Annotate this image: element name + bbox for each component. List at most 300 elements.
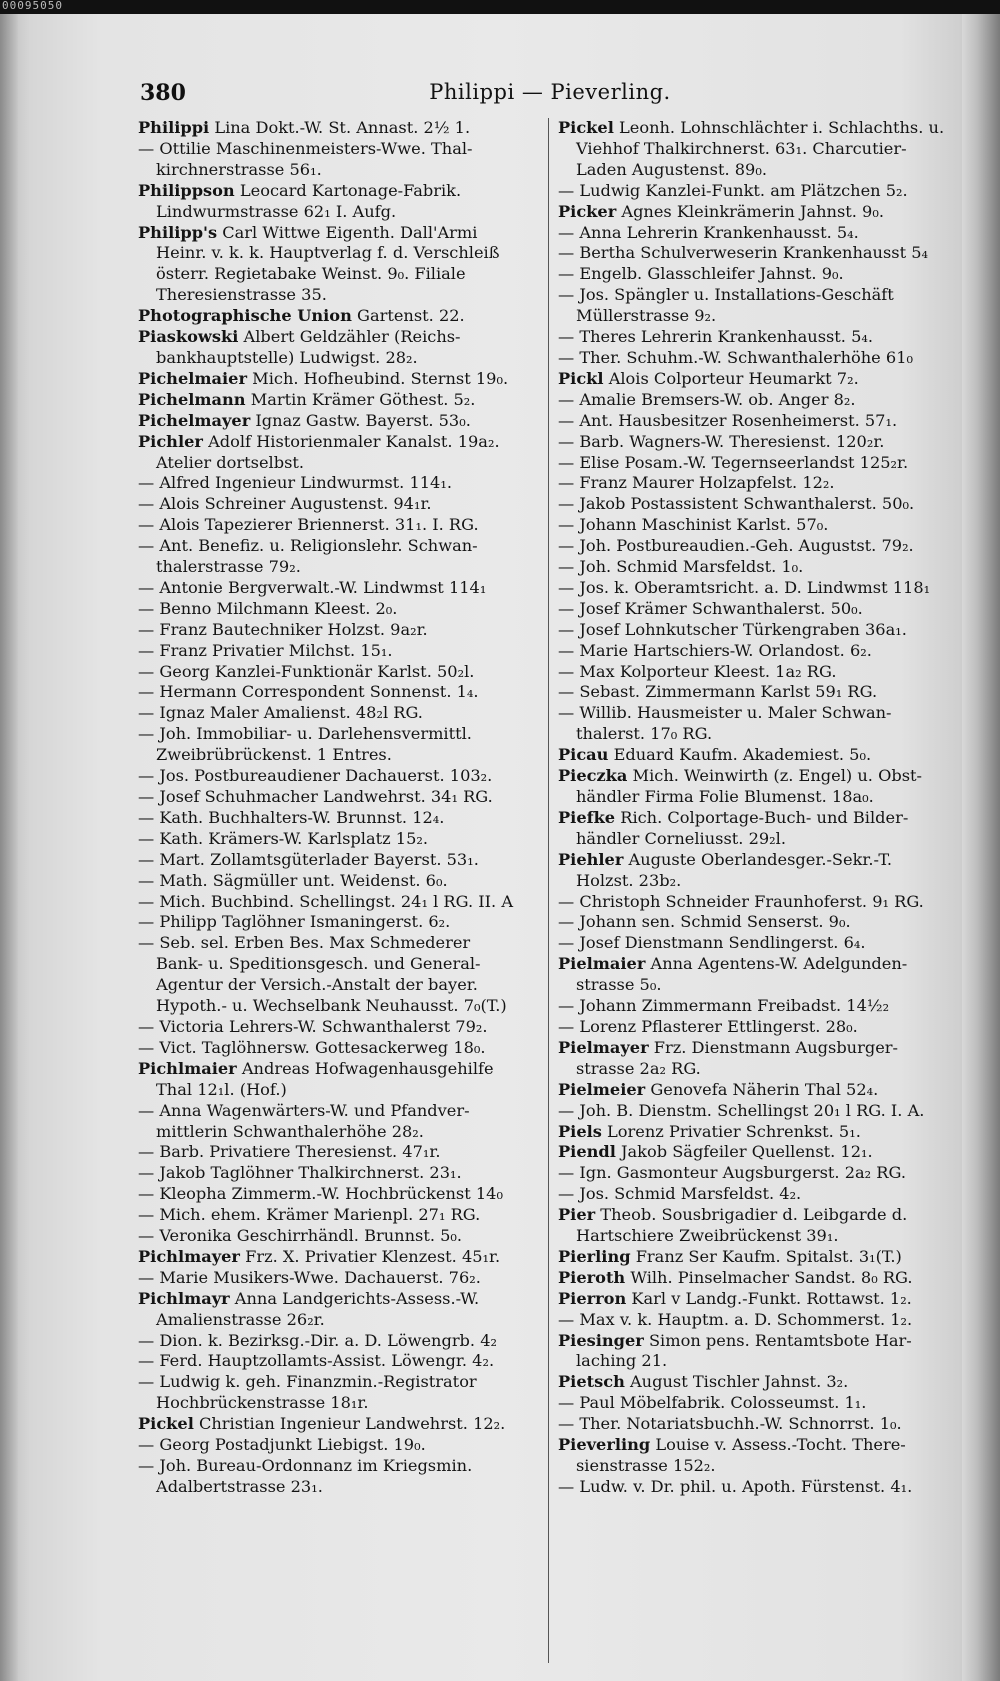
directory-entry [558, 1351, 953, 1372]
entry-text: Anna Landgerichts-Assess.-W. [229, 1288, 480, 1308]
entry-text: Lindwurmstrasse 62₁ I. Aufg. [156, 201, 397, 221]
entry-text: Heinr. v. k. k. Hauptverlag f. d. Verschleiß [156, 243, 500, 263]
entry-text: — Kath. Buchhalters-W. Brunnst. 12₄. [138, 807, 445, 827]
entry-text: Jakob Sägfeiler Quellenst. 12₁. [615, 1142, 873, 1162]
entry-text: — Math. Sägmüller unt. Weidenst. 6₀. [138, 870, 448, 890]
entry-text: — Alois Schreiner Augustenst. 94₁r. [138, 494, 432, 514]
directory-entry [558, 536, 953, 557]
directory-entry [558, 181, 953, 202]
directory-entry [138, 1351, 533, 1372]
entry-text: — Amalie Bremsers-W. ob. Anger 8₂. [558, 389, 856, 409]
entry-text: händler Firma Folie Blumenst. 18a₀. [576, 787, 874, 806]
directory-entry [138, 1247, 533, 1268]
directory-entry [138, 390, 533, 411]
directory-entry [558, 1247, 953, 1268]
entry-text: — Johann Maschinist Karlst. 57₀. [558, 515, 829, 535]
entry-text: Wilh. Pinselmacher Sandst. 8₀ RG. [625, 1267, 913, 1287]
entry-text: Martin Krämer Göthest. 5₂. [245, 389, 476, 409]
entry-text: Thal 12₁l. (Hof.) [156, 1079, 287, 1099]
entry-text: — Josef Lohnkutscher Türkengraben 36a₁. [558, 619, 907, 639]
directory-entry [558, 1059, 953, 1080]
directory-entry [138, 620, 533, 641]
entry-text: — Marie Hartschiers-W. Orlandost. 6₂. [558, 640, 872, 660]
entry-text: Mich. Weinwirth (z. Engel) u. Obst- [627, 766, 922, 786]
entry-text: August Tischler Jahnst. 3₂. [624, 1372, 849, 1392]
entry-text: Anna Agentens-W. Adelgunden- [645, 954, 908, 974]
entry-surname: Picau [558, 745, 609, 765]
entry-surname: Pielmaier [558, 954, 646, 974]
entry-surname: Piels [558, 1121, 602, 1141]
entry-surname: Pichlmaier [138, 1058, 237, 1078]
directory-entry [558, 996, 953, 1017]
directory-entry [138, 1122, 533, 1143]
entry-surname: Pier [558, 1205, 596, 1225]
directory-entry [558, 264, 953, 285]
directory-entry [138, 160, 533, 181]
entry-text: Lorenz Privatier Schrenkst. 5₁. [601, 1121, 861, 1141]
entry-text: — Ludw. v. Dr. phil. u. Apoth. Fürstenst. 4₁. [558, 1476, 913, 1496]
scan-top-strip [0, 0, 1000, 14]
left-column [138, 118, 533, 1498]
entry-text: Holzst. 23b₂. [576, 870, 682, 890]
entry-text: — Victoria Lehrers-W. Schwanthalerst 79₂. [138, 1016, 488, 1036]
directory-entry [558, 1456, 953, 1477]
directory-entry [558, 1310, 953, 1331]
directory-entry [138, 181, 533, 202]
directory-entry [138, 850, 533, 871]
directory-entry [558, 1101, 953, 1122]
entry-text: — Veronika Geschirrhändl. Brunnst. 5₀. [138, 1226, 463, 1246]
entry-text: — Jakob Postassistent Schwanthalerst. 50₀. [558, 494, 915, 514]
entry-text: — Ludwig k. geh. Finanzmin.-Registrator [138, 1372, 477, 1392]
directory-entry [138, 745, 533, 766]
directory-entry [558, 912, 953, 933]
directory-entry [558, 306, 953, 327]
entry-text: Ignaz Gastw. Bayerst. 53₀. [250, 410, 471, 430]
directory-entry [138, 1226, 533, 1247]
entry-text: Carl Wittwe Eigenth. Dall'Armi [217, 222, 478, 242]
page-number: 380 [140, 80, 186, 106]
entry-text: — Ther. Schuhm.-W. Schwanthalerhöhe 61₀ [558, 347, 913, 367]
entry-surname: Pierron [558, 1288, 627, 1308]
entry-text: händler Corneliusst. 29₂l. [576, 828, 786, 848]
entry-text: österr. Regietabake Weinst. 9₀. Filiale [156, 264, 466, 284]
directory-entry [138, 975, 533, 996]
directory-entry [558, 850, 953, 871]
directory-entry [138, 1142, 533, 1163]
column-divider [548, 118, 549, 1663]
directory-entry [138, 432, 533, 453]
directory-entry [138, 1080, 533, 1101]
entry-text: Zweibrübrückenst. 1 Entres. [156, 745, 392, 765]
entry-text: Laden Augustenst. 89₀. [576, 159, 767, 179]
entry-text: Hartschiere Zweibrückenst 39₁. [576, 1226, 839, 1246]
directory-entry [138, 787, 533, 808]
directory-entry [138, 578, 533, 599]
entry-surname: Pieroth [558, 1267, 626, 1287]
directory-entry [138, 933, 533, 954]
entry-text: — Hermann Correspondent Sonnenst. 1₄. [138, 682, 479, 702]
directory-entry [558, 1205, 953, 1226]
directory-entry [138, 306, 533, 327]
entry-surname: Pichlmayr [138, 1288, 230, 1308]
entry-text: Christian Ingenieur Landwehrst. 12₂. [193, 1414, 506, 1434]
entry-text: Agnes Kleinkrämerin Jahnst. 9₀. [616, 201, 884, 221]
entry-text: — Josef Schuhmacher Landwehrst. 34₁ RG. [138, 787, 493, 806]
entry-text: — Jos. Spängler u. Installations-Geschäft [558, 285, 894, 305]
directory-entry [138, 1101, 533, 1122]
directory-entry [138, 1372, 533, 1393]
directory-entry [138, 871, 533, 892]
entry-text: Leonh. Lohnschlächter i. Schlachths. u. [613, 118, 945, 137]
entry-surname: Philippson [138, 180, 235, 200]
entry-text: Müllerstrasse 9₂. [576, 306, 717, 326]
entry-text: — Joh. B. Dienstm. Schellingst 20₁ l RG. I. A. [558, 1100, 925, 1120]
directory-entry [558, 118, 953, 139]
entry-surname: Pichelmaier [138, 368, 247, 388]
directory-entry [558, 494, 953, 515]
entry-text: Viehhof Thalkirchnerst. 63₁. Charcutier- [576, 138, 907, 158]
entry-surname: Pichlmayer [138, 1246, 240, 1266]
directory-entry [558, 954, 953, 975]
directory-entry [138, 1477, 533, 1498]
directory-entry [558, 662, 953, 683]
directory-entry [558, 1414, 953, 1435]
entry-text: — Max Kolporteur Kleest. 1a₂ RG. [558, 661, 837, 681]
entry-text: — Mich. Buchbind. Schellingst. 24₁ l RG. II. A [138, 891, 514, 911]
entry-surname: Pickl [558, 368, 604, 388]
directory-entry [138, 829, 533, 850]
directory-entry [558, 202, 953, 223]
entry-text: — Ant. Benefiz. u. Religionslehr. Schwan- [138, 536, 478, 556]
entry-surname: Pielmeier [558, 1079, 646, 1099]
entry-text: strasse 5₀. [576, 975, 662, 995]
entry-text: Mich. Hofheubind. Sternst 19₀. [247, 368, 509, 388]
entry-surname: Philippi [138, 118, 210, 137]
entry-surname: Piesinger [558, 1330, 644, 1350]
directory-entry [558, 557, 953, 578]
entry-text: sienstrasse 152₂. [576, 1456, 716, 1475]
entry-text: Louise v. Assess.-Tocht. There- [650, 1435, 906, 1455]
entry-text: mittlerin Schwanthalerhöhe 28₂. [156, 1121, 424, 1141]
entry-text: laching 21. [576, 1351, 668, 1371]
directory-entry [138, 327, 533, 348]
entry-text: — Josef Dienstmann Sendlingerst. 6₄. [558, 933, 866, 953]
entry-surname: Piaskowski [138, 327, 239, 347]
entry-text: — Joh. Immobiliar- u. Darlehensvermittl. [138, 724, 472, 744]
entry-text: — Willib. Hausmeister u. Maler Schwan- [558, 703, 892, 723]
directory-entry [138, 996, 533, 1017]
entry-text: Hochbrückenstrasse 18₁r. [156, 1393, 369, 1413]
entry-text: Genovefa Näherin Thal 52₄. [645, 1079, 879, 1099]
entry-text: — Mart. Zollamtsgüterlader Bayerst. 53₁. [138, 849, 479, 869]
directory-entry [558, 223, 953, 244]
directory-entry [138, 348, 533, 369]
directory-entry [558, 473, 953, 494]
entry-surname: Pickel [138, 1414, 194, 1434]
directory-entry [138, 1289, 533, 1310]
directory-entry [138, 599, 533, 620]
directory-entry [138, 1331, 533, 1352]
directory-entry [558, 1163, 953, 1184]
directory-entry [558, 515, 953, 536]
directory-entry [138, 682, 533, 703]
entry-text: — Georg Kanzlei-Funktionär Karlst. 50₂l. [138, 661, 475, 681]
entry-text: — Lorenz Pflasterer Ettlingerst. 28₀. [558, 1016, 858, 1036]
directory-entry [138, 118, 533, 139]
entry-text: — Ignaz Maler Amalienst. 48₂l RG. [138, 703, 423, 723]
directory-entry [558, 1268, 953, 1289]
entry-text: Karl v Landg.-Funkt. Rottawst. 1₂. [626, 1288, 912, 1308]
entry-text: — Elise Posam.-W. Tegernseerlandst 125₂r. [558, 452, 909, 472]
left-page-edge [0, 14, 18, 1681]
entry-text: Leocard Kartonage-Fabrik. [234, 180, 462, 200]
directory-entry [558, 285, 953, 306]
entry-surname: Pierling [558, 1246, 631, 1266]
directory-entry [558, 578, 953, 599]
directory-entry [558, 703, 953, 724]
directory-entry [138, 808, 533, 829]
directory-entry [558, 1372, 953, 1393]
directory-entry [558, 620, 953, 641]
directory-entry [138, 1038, 533, 1059]
directory-entry [138, 473, 533, 494]
entry-surname: Photographische Union [138, 306, 352, 326]
directory-entry [558, 1038, 953, 1059]
directory-entry [138, 411, 533, 432]
directory-entry [138, 1205, 533, 1226]
entry-text: — Max v. k. Hauptm. a. D. Schommerst. 1₂. [558, 1309, 913, 1329]
entry-text: Rich. Colportage-Buch- und Bilder- [615, 807, 909, 827]
entry-text: Theresienstrasse 35. [156, 285, 327, 305]
entry-text: bankhauptstelle) Ludwigst. 28₂. [156, 347, 418, 367]
directory-entry [138, 724, 533, 745]
directory-entry [558, 348, 953, 369]
entry-text: — Vict. Taglöhnersw. Gottesackerweg 18₀. [138, 1037, 486, 1057]
directory-entry [558, 599, 953, 620]
directory-entry [138, 954, 533, 975]
entry-text: Adolf Historienmaler Kanalst. 19a₂. [202, 431, 500, 451]
entry-text: — Ludwig Kanzlei-Funkt. am Plätzchen 5₂. [558, 180, 908, 200]
directory-entry [138, 285, 533, 306]
entry-text: — Franz Maurer Holzapfelst. 12₂. [558, 473, 835, 493]
entry-text: — Alfred Ingenieur Lindwurmst. 114₁. [138, 473, 452, 493]
entry-surname: Pieverling [558, 1435, 651, 1455]
entry-text: — Ther. Notariatsbuchh.-W. Schnorrst. 1₀. [558, 1414, 902, 1434]
directory-entry [138, 1414, 533, 1435]
directory-entry [558, 1122, 953, 1143]
entry-text: Atelier dortselbst. [156, 452, 305, 472]
directory-entry [138, 264, 533, 285]
entry-text: Franz Ser Kaufm. Spitalst. 3₁(T.) [630, 1246, 902, 1266]
directory-entry [558, 745, 953, 766]
directory-entry [138, 139, 533, 160]
entry-text: — Georg Postadjunkt Liebigst. 19₀. [138, 1435, 426, 1455]
directory-entry [558, 243, 953, 264]
directory-entry [558, 1184, 953, 1205]
right-column [558, 118, 953, 1498]
directory-entry [138, 1184, 533, 1205]
entry-text: Theob. Sousbrigadier d. Leibgarde d. [595, 1205, 908, 1225]
entry-text: — Ottilie Maschinenmeisters-Wwe. Thal- [138, 138, 473, 158]
entry-text: — Paul Möbelfabrik. Colosseumst. 1₁. [558, 1393, 867, 1413]
entry-text: Simon pens. Rentamtsbote Har- [643, 1330, 912, 1350]
entry-text: — Jakob Taglöhner Thalkirchnerst. 23₁. [138, 1163, 462, 1183]
entry-text: — Theres Lehrerin Krankenhausst. 5₄. [558, 327, 874, 347]
directory-entry [558, 1477, 953, 1498]
entry-surname: Piefke [558, 807, 616, 827]
entry-text: — Johann Zimmermann Freibadst. 14½₂ [558, 996, 890, 1016]
directory-entry [138, 1435, 533, 1456]
entry-surname: Pielmayer [558, 1037, 649, 1057]
entry-text: Bank- u. Speditionsgesch. und General- [156, 954, 481, 974]
directory-entry [138, 641, 533, 662]
entry-text: Hypoth.- u. Wechselbank Neuhausst. 7₀(T.) [156, 996, 507, 1016]
entry-text: — Bertha Schulverweserin Krankenhausst 5₄ [558, 243, 929, 263]
entry-text: thalerst. 17₀ RG. [576, 724, 713, 744]
entry-text: strasse 2a₂ RG. [576, 1058, 701, 1078]
directory-entry [138, 536, 533, 557]
entry-text: — Philipp Taglöhner Ismaningerst. 6₂. [138, 912, 451, 932]
directory-entry [138, 1456, 533, 1477]
directory-entry [138, 453, 533, 474]
entry-text: — Dion. k. Bezirksg.-Dir. a. D. Löwengrb. 4₂ [138, 1330, 498, 1350]
directory-entry [558, 1142, 953, 1163]
entry-text: — Anna Wagenwärters-W. und Pfandver- [138, 1100, 470, 1120]
directory-entry [138, 202, 533, 223]
entry-surname: Philipp's [138, 222, 218, 242]
entry-text: — Josef Krämer Schwanthalerst. 50₀. [558, 598, 863, 618]
entry-surname: Picker [558, 201, 617, 221]
directory-entry [138, 369, 533, 390]
directory-entry [558, 453, 953, 474]
directory-entry [558, 390, 953, 411]
directory-entry [138, 766, 533, 787]
directory-entry [558, 369, 953, 390]
entry-text: — Joh. Postbureaudien.-Geh. Augustst. 79₂. [558, 536, 914, 556]
directory-entry [558, 641, 953, 662]
directory-entry [138, 703, 533, 724]
entry-text: — Jos. Postbureaudiener Dachauerst. 103₂. [138, 766, 493, 786]
entry-text: Frz. X. Privatier Klenzest. 45₁r. [239, 1246, 501, 1266]
entry-text: — Marie Musikers-Wwe. Dachauerst. 76₂. [138, 1267, 481, 1287]
entry-text: — Mich. ehem. Krämer Marienpl. 27₁ RG. [138, 1205, 481, 1225]
entry-text: Auguste Oberlandesger.-Sekr.-T. [623, 849, 892, 869]
directory-entry [138, 494, 533, 515]
directory-entry [558, 808, 953, 829]
directory-entry [138, 1310, 533, 1331]
directory-entry [138, 1059, 533, 1080]
directory-entry [558, 933, 953, 954]
directory-entry [138, 1268, 533, 1289]
directory-entry [558, 975, 953, 996]
entry-text: — Christoph Schneider Fraunhoferst. 9₁ RG. [558, 891, 924, 911]
entry-text: — Barb. Privatiere Theresienst. 47₁r. [138, 1142, 441, 1162]
entry-text: — Ign. Gasmonteur Augsburgerst. 2a₂ RG. [558, 1163, 906, 1183]
entry-text: — Jos. k. Oberamtsricht. a. D. Lindwmst 118₁ [558, 577, 931, 597]
entry-text: — Franz Bautechniker Holzst. 9a₂r. [138, 619, 428, 639]
directory-entry [558, 829, 953, 850]
entry-text: Eduard Kaufm. Akademiest. 5₀. [608, 745, 872, 765]
running-head: Philippi — Pieverling. [429, 80, 671, 104]
entry-text: — Franz Privatier Milchst. 15₁. [138, 640, 393, 660]
directory-entry [138, 892, 533, 913]
entry-surname: Pickel [558, 118, 614, 137]
entry-text: — Alois Tapezierer Briennerst. 31₁. I. RG. [138, 515, 479, 535]
entry-text: Lina Dokt.-W. St. Annast. 2½ 1. [209, 118, 471, 137]
directory-entry [558, 327, 953, 348]
entry-surname: Piehler [558, 849, 624, 869]
entry-text: Gartenst. 22. [351, 306, 465, 326]
directory-entry [558, 411, 953, 432]
directory-entry [558, 160, 953, 181]
directory-entry [138, 662, 533, 683]
entry-text: — Sebast. Zimmermann Karlst 59₁ RG. [558, 682, 878, 702]
directory-entry [138, 1017, 533, 1038]
directory-entry [138, 243, 533, 264]
directory-entry [138, 557, 533, 578]
directory-entry [138, 223, 533, 244]
directory-entry [558, 892, 953, 913]
entry-text: — Ferd. Hauptzollamts-Assist. Löwengr. 4₂. [138, 1351, 495, 1371]
entry-text: Adalbertstrasse 23₁. [156, 1476, 323, 1496]
entry-surname: Piendl [558, 1142, 616, 1162]
directory-entry [558, 139, 953, 160]
entry-text: — Barb. Wagners-W. Theresienst. 120₂r. [558, 431, 885, 451]
entry-surname: Pichelmayer [138, 410, 251, 430]
entry-text: — Johann sen. Schmid Senserst. 9₀. [558, 912, 851, 932]
scan-code: 00095050 [2, 0, 63, 12]
entry-text: — Joh. Bureau-Ordonnanz im Kriegsmin. [138, 1456, 473, 1475]
entry-surname: Pichler [138, 431, 203, 451]
directory-entry [558, 1331, 953, 1352]
directory-entry [558, 724, 953, 745]
entry-text: thalerstrasse 79₂. [156, 557, 301, 577]
entry-text: — Kleopha Zimmerm.-W. Hochbrückenst 14₀ [138, 1184, 503, 1204]
directory-entry [558, 1435, 953, 1456]
directory-entry [558, 766, 953, 787]
entry-text: Frz. Dienstmann Augsburger- [648, 1037, 898, 1057]
entry-surname: Pichelmann [138, 389, 246, 409]
directory-entry [138, 1163, 533, 1184]
entry-text: — Joh. Schmid Marsfeldst. 1₀. [558, 557, 804, 577]
directory-entry [558, 432, 953, 453]
entry-text: Albert Geldzähler (Reichs- [238, 327, 461, 347]
directory-entry [558, 682, 953, 703]
entry-text: — Ant. Hausbesitzer Rosenheimerst. 57₁. [558, 410, 898, 430]
entry-text: — Engelb. Glasschleifer Jahnst. 9₀. [558, 264, 844, 284]
entry-text: — Kath. Krämers-W. Karlsplatz 15₂. [138, 828, 429, 848]
directory-entry [558, 1289, 953, 1310]
directory-entry [558, 1226, 953, 1247]
directory-entry [558, 787, 953, 808]
directory-entry [558, 871, 953, 892]
entry-text: — Jos. Schmid Marsfeldst. 4₂. [558, 1184, 802, 1204]
directory-entry [558, 1393, 953, 1414]
entry-text: — Benno Milchmann Kleest. 2₀. [138, 598, 398, 618]
page-header [140, 80, 960, 110]
entry-surname: Pieczka [558, 766, 628, 786]
directory-entry [558, 1017, 953, 1038]
entry-text: — Anna Lehrerin Krankenhausst. 5₄. [558, 222, 859, 242]
entry-surname: Pietsch [558, 1372, 625, 1392]
entry-text: Agentur der Versich.-Anstalt der bayer. [156, 975, 478, 995]
entry-text: — Antonie Bergverwalt.-W. Lindwmst 114₁ [138, 577, 487, 597]
entry-text: kirchnerstrasse 56₁. [156, 159, 322, 179]
entry-text: — Seb. sel. Erben Bes. Max Schmederer [138, 933, 471, 953]
entry-text: Andreas Hofwagenhausgehilfe [236, 1058, 494, 1078]
directory-entry [138, 1393, 533, 1414]
